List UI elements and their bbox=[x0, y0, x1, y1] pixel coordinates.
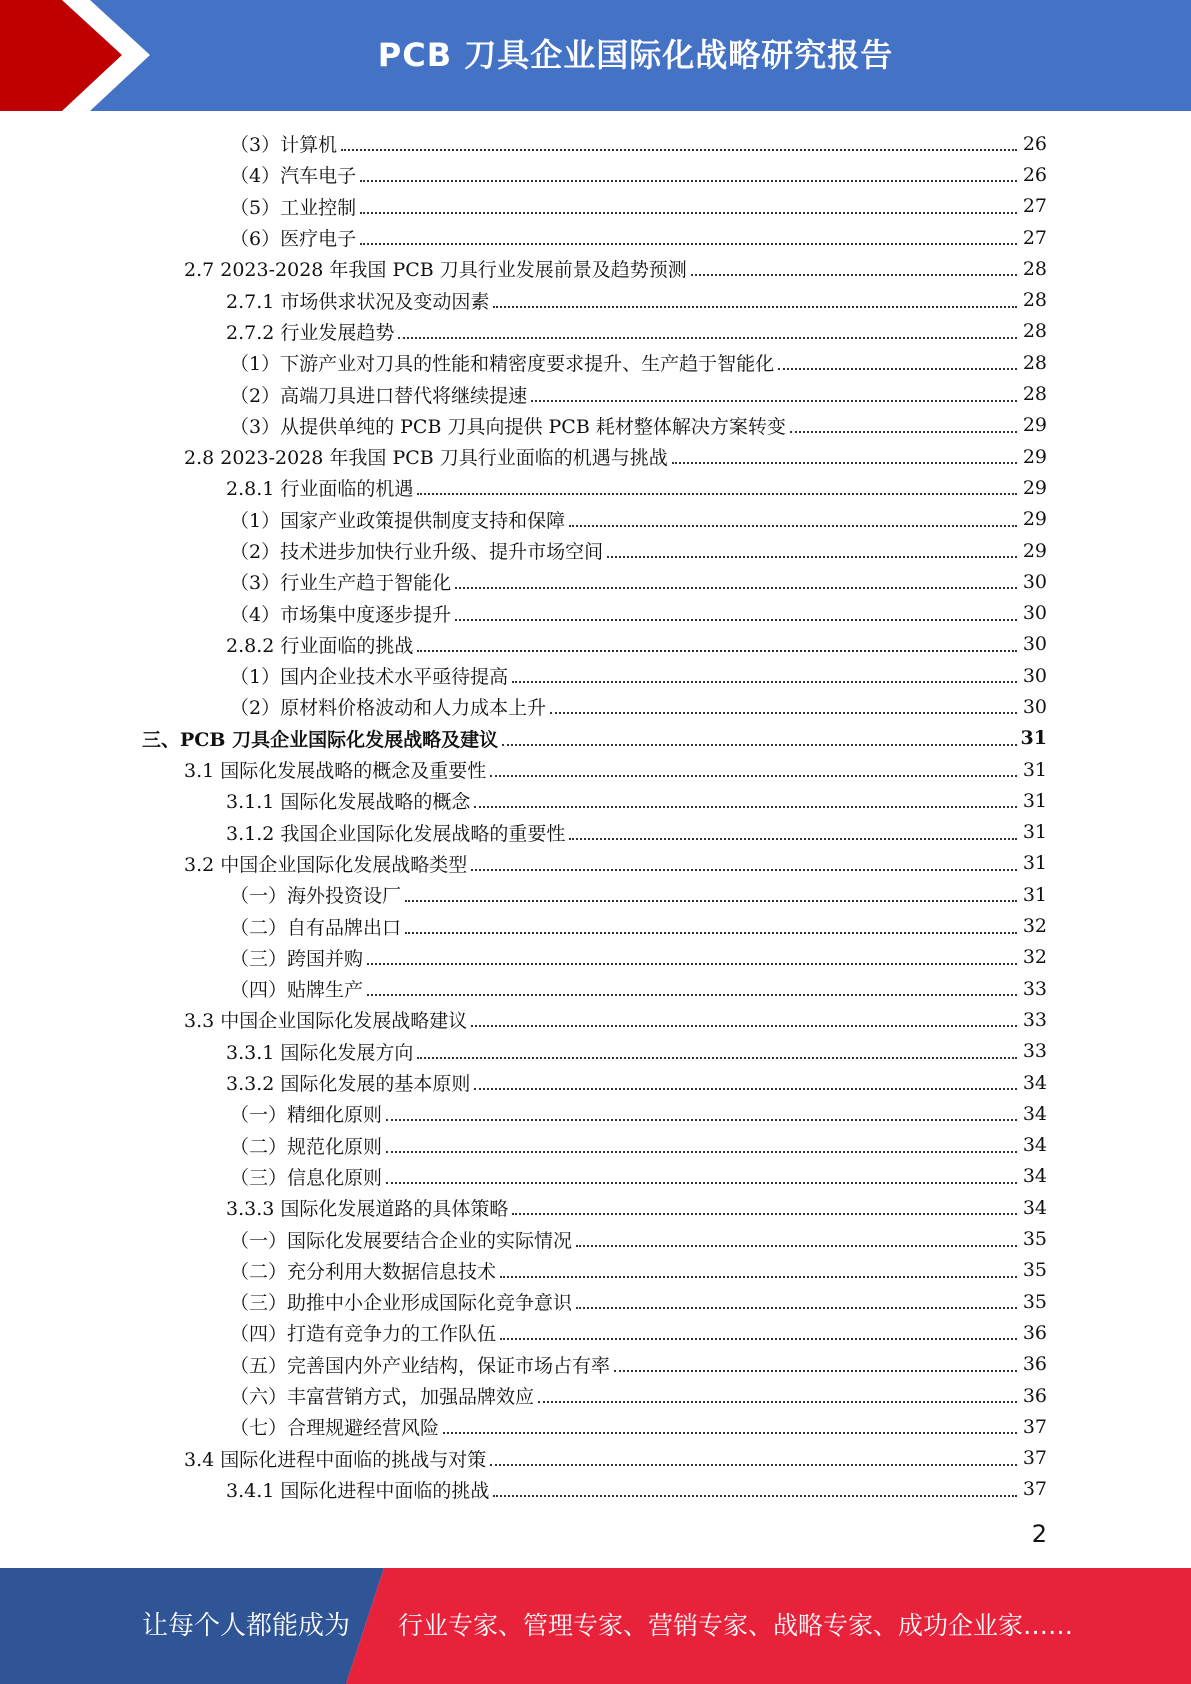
toc-entry-page: 26 bbox=[1022, 132, 1047, 155]
toc-entry[interactable] bbox=[0, 535, 1191, 566]
toc-entry-label: 3.3.1 国际化发展方向 bbox=[226, 1041, 414, 1064]
toc-leader-dots bbox=[531, 399, 1017, 402]
toc-entry-label: 3.1.1 国际化发展战略的概念 bbox=[226, 791, 471, 814]
toc-entry-page: 31 bbox=[1022, 883, 1047, 906]
report-title: PCB 刀具企业国际化战略研究报告 bbox=[377, 36, 894, 74]
toc-entry[interactable] bbox=[0, 253, 1191, 284]
toc-entry[interactable] bbox=[0, 754, 1191, 785]
toc-entry-label: （七）合理规避经营风险 bbox=[230, 1417, 440, 1440]
page-header bbox=[0, 0, 1191, 111]
toc-entry[interactable] bbox=[0, 1380, 1191, 1411]
toc-leader-dots bbox=[367, 993, 1017, 996]
toc-entry-label: （1）国家产业政策提供制度支持和保障 bbox=[230, 509, 566, 532]
toc-entry[interactable] bbox=[0, 1474, 1191, 1505]
toc-entry-label: 3.3.2 国际化发展的基本原则 bbox=[226, 1073, 471, 1096]
toc-entry-page: 33 bbox=[1022, 1008, 1047, 1031]
toc-leader-dots bbox=[576, 1306, 1017, 1309]
toc-entry-label: 2.7.1 市场供求状况及变动因素 bbox=[226, 290, 490, 313]
toc-entry[interactable] bbox=[0, 848, 1191, 879]
toc-entry[interactable] bbox=[0, 191, 1191, 222]
toc-leader-dots bbox=[493, 305, 1017, 308]
toc-entry[interactable] bbox=[0, 973, 1191, 1004]
toc-entry-page: 28 bbox=[1022, 383, 1047, 406]
toc-entry[interactable] bbox=[0, 378, 1191, 409]
toc-entry-label: 3.3.3 国际化发展道路的具体策略 bbox=[226, 1198, 509, 1221]
toc-entry[interactable] bbox=[0, 1349, 1191, 1380]
toc-entry-page: 37 bbox=[1022, 1447, 1047, 1470]
page-footer bbox=[0, 1568, 1191, 1684]
toc-entry[interactable] bbox=[0, 691, 1191, 722]
page-number: 2 bbox=[1031, 1520, 1047, 1548]
toc-entry-label: 2.8 2023-2028 年我国 PCB 刀具行业面临的机遇与挑战 bbox=[184, 447, 668, 470]
toc-entry[interactable] bbox=[0, 660, 1191, 691]
toc-entry-page: 36 bbox=[1022, 1321, 1047, 1344]
toc-entry-page: 30 bbox=[1022, 633, 1047, 656]
toc-leader-dots bbox=[443, 1431, 1017, 1434]
toc-entry-page: 31 bbox=[1022, 789, 1047, 812]
toc-entry-page: 29 bbox=[1022, 414, 1047, 437]
toc-entry[interactable] bbox=[0, 128, 1191, 159]
toc-entry-label: （3）从提供单纯的 PCB 刀具向提供 PCB 耗材整体解决方案转变 bbox=[230, 415, 786, 438]
toc-entry-label: （4）汽车电子 bbox=[230, 165, 357, 188]
toc-entry-label: （二）规范化原则 bbox=[230, 1135, 383, 1158]
toc-entry[interactable] bbox=[0, 347, 1191, 378]
toc-entry-page: 27 bbox=[1022, 195, 1047, 218]
toc-entry-page: 35 bbox=[1022, 1228, 1047, 1251]
toc-entry-page: 34 bbox=[1022, 1071, 1047, 1094]
toc-entry-label: 2.8.1 行业面临的机遇 bbox=[226, 478, 414, 501]
toc-entry-label: 3.1 国际化发展战略的概念及重要性 bbox=[184, 760, 487, 783]
toc-entry[interactable] bbox=[0, 785, 1191, 816]
toc-entry-label: （3）计算机 bbox=[230, 134, 338, 157]
toc-leader-dots bbox=[360, 179, 1017, 182]
toc-entry[interactable] bbox=[0, 1411, 1191, 1442]
toc-entry[interactable] bbox=[0, 942, 1191, 973]
toc-entry-page: 33 bbox=[1022, 977, 1047, 1000]
toc-entry[interactable] bbox=[0, 1067, 1191, 1098]
footer-slogan-right: 行业专家、管理专家、营销专家、战略专家、成功企业家…… bbox=[398, 1611, 1074, 1640]
toc-entry-label: （6）医疗电子 bbox=[230, 228, 357, 251]
toc-leader-dots bbox=[417, 649, 1017, 652]
toc-entry[interactable] bbox=[0, 1317, 1191, 1348]
toc-entry-label: （1）国内企业技术水平亟待提高 bbox=[230, 666, 509, 689]
toc-leader-dots bbox=[512, 1212, 1017, 1215]
toc-entry-page: 35 bbox=[1022, 1290, 1047, 1313]
toc-leader-dots bbox=[569, 837, 1017, 840]
toc-leader-dots bbox=[512, 680, 1017, 683]
toc-leader-dots bbox=[607, 555, 1017, 558]
toc-leader-dots bbox=[360, 242, 1017, 245]
toc-entry-label: （三）信息化原则 bbox=[230, 1166, 383, 1189]
toc-leader-dots bbox=[691, 273, 1017, 276]
toc-entry-page: 30 bbox=[1022, 570, 1047, 593]
toc-entry-label: （四）贴牌生产 bbox=[230, 979, 364, 1002]
toc-entry-label: 3.4.1 国际化进程中面临的挑战 bbox=[226, 1479, 490, 1502]
toc-entry-label: 3.1.2 我国企业国际化发展战略的重要性 bbox=[226, 822, 566, 845]
toc-entry-page: 34 bbox=[1022, 1134, 1047, 1157]
toc-leader-dots bbox=[386, 1150, 1017, 1153]
toc-leader-dots bbox=[417, 492, 1017, 495]
toc-entry-page: 28 bbox=[1022, 351, 1047, 374]
toc-leader-dots bbox=[672, 461, 1017, 464]
toc-entry-page: 34 bbox=[1022, 1102, 1047, 1125]
toc-entry-page: 31 bbox=[1022, 852, 1047, 875]
toc-leader-dots bbox=[538, 1400, 1017, 1403]
toc-entry-label: （2）高端刀具进口替代将继续提速 bbox=[230, 384, 528, 407]
toc-entry[interactable] bbox=[0, 472, 1191, 503]
toc-entry-page: 29 bbox=[1022, 445, 1047, 468]
toc-entry-page: 29 bbox=[1022, 476, 1047, 499]
toc-entry[interactable] bbox=[0, 597, 1191, 628]
toc-entry[interactable] bbox=[0, 441, 1191, 472]
toc-entry-page: 37 bbox=[1022, 1478, 1047, 1501]
toc-entry[interactable] bbox=[0, 1286, 1191, 1317]
toc-entry[interactable] bbox=[0, 879, 1191, 910]
toc-leader-dots bbox=[471, 868, 1017, 871]
toc-entry-page: 29 bbox=[1022, 508, 1047, 531]
toc-entry-label: （一）国际化发展要结合企业的实际情况 bbox=[230, 1229, 573, 1252]
toc-entry-label: （三）跨国并购 bbox=[230, 947, 364, 970]
toc-entry-label: 3.4 国际化进程中面临的挑战与对策 bbox=[184, 1448, 487, 1471]
toc-entry-page: 32 bbox=[1022, 946, 1047, 969]
toc-leader-dots bbox=[398, 336, 1017, 339]
toc-leader-dots bbox=[471, 1024, 1017, 1027]
toc-leader-dots bbox=[405, 899, 1017, 902]
toc-entry-label: （三）助推中小企业形成国际化竞争意识 bbox=[230, 1292, 573, 1315]
toc-entry-page: 35 bbox=[1022, 1259, 1047, 1282]
toc-leader-dots bbox=[569, 524, 1017, 527]
toc-entry-page: 28 bbox=[1022, 320, 1047, 343]
toc-entry-page: 30 bbox=[1022, 695, 1047, 718]
toc-entry[interactable] bbox=[0, 1130, 1191, 1161]
toc-entry-label: 2.7 2023-2028 年我国 PCB 刀具行业发展前景及趋势预测 bbox=[184, 259, 687, 282]
toc-entry-page: 31 bbox=[1022, 758, 1047, 781]
toc-entry[interactable] bbox=[0, 1161, 1191, 1192]
toc-leader-dots bbox=[502, 743, 1017, 746]
toc-entry-label: （2）原材料价格波动和人力成本上升 bbox=[230, 697, 547, 720]
toc-entry[interactable] bbox=[0, 910, 1191, 941]
toc-entry[interactable] bbox=[0, 410, 1191, 441]
toc-entry[interactable] bbox=[0, 159, 1191, 190]
toc-entry-label: （3）行业生产趋于智能化 bbox=[230, 572, 452, 595]
toc-entry-page: 34 bbox=[1022, 1165, 1047, 1188]
toc-entry-label: （六）丰富营销方式，加强品牌效应 bbox=[230, 1386, 535, 1409]
toc-leader-dots bbox=[614, 1369, 1017, 1372]
toc-leader-dots bbox=[455, 586, 1017, 589]
toc-entry[interactable] bbox=[0, 1192, 1191, 1223]
toc-entry-page: 32 bbox=[1022, 915, 1047, 938]
toc-entry-page: 30 bbox=[1022, 664, 1047, 687]
toc-entry-label: （4）市场集中度逐步提升 bbox=[230, 603, 452, 626]
toc-leader-dots bbox=[386, 1118, 1017, 1121]
toc-entry-label: 2.7.2 行业发展趋势 bbox=[226, 321, 395, 344]
toc-entry-label: （一）精细化原则 bbox=[230, 1104, 383, 1127]
toc-entry[interactable] bbox=[0, 1004, 1191, 1035]
toc-entry-label: （二）自有品牌出口 bbox=[230, 916, 402, 939]
toc-leader-dots bbox=[367, 962, 1017, 965]
toc-entry-label: （二）充分利用大数据信息技术 bbox=[230, 1260, 497, 1283]
toc-entry[interactable] bbox=[0, 222, 1191, 253]
toc-entry-label: 三、PCB 刀具企业国际化发展战略及建议 bbox=[142, 728, 499, 751]
toc-entry-page: 34 bbox=[1022, 1196, 1047, 1219]
toc-entry[interactable] bbox=[0, 1255, 1191, 1286]
toc-entry-label: （5）工业控制 bbox=[230, 196, 357, 219]
toc-leader-dots bbox=[341, 148, 1017, 151]
toc-entry-page: 31 bbox=[1022, 821, 1047, 844]
toc-entry-page: 33 bbox=[1022, 1040, 1047, 1063]
toc-entry-label: （1）下游产业对刀具的性能和精密度要求提升、生产趋于智能化 bbox=[230, 353, 775, 376]
toc-leader-dots bbox=[576, 1244, 1017, 1247]
toc-entry[interactable] bbox=[0, 1442, 1191, 1473]
toc-entry[interactable] bbox=[0, 504, 1191, 535]
toc-leader-dots bbox=[474, 805, 1017, 808]
toc-leader-dots bbox=[550, 711, 1017, 714]
toc-entry[interactable] bbox=[0, 284, 1191, 315]
toc-entry-page: 26 bbox=[1022, 163, 1047, 186]
toc-leader-dots bbox=[778, 367, 1017, 370]
toc-entry-label: （2）技术进步加快行业升级、提升市场空间 bbox=[230, 541, 604, 563]
toc-entry-label: （五）完善国内外产业结构，保证市场占有率 bbox=[230, 1354, 611, 1377]
toc-entry[interactable] bbox=[0, 1036, 1191, 1067]
toc-entry-page: 27 bbox=[1022, 226, 1047, 249]
toc-leader-dots bbox=[455, 618, 1017, 621]
toc-entry-page: 28 bbox=[1022, 257, 1047, 280]
toc-leader-dots bbox=[405, 931, 1017, 934]
toc-entry[interactable] bbox=[0, 629, 1191, 660]
toc-leader-dots bbox=[500, 1337, 1017, 1340]
toc-entry-label: （一）海外投资设厂 bbox=[230, 885, 402, 908]
toc-entry-page: 30 bbox=[1022, 602, 1047, 625]
toc-entry-label: 3.3 中国企业国际化发展战略建议 bbox=[184, 1010, 468, 1033]
toc-entry-page: 28 bbox=[1022, 289, 1047, 312]
toc-entry-page: 37 bbox=[1022, 1415, 1047, 1438]
toc-entry-page: 29 bbox=[1022, 539, 1047, 562]
toc-leader-dots bbox=[493, 1494, 1017, 1497]
toc-entry[interactable] bbox=[0, 1223, 1191, 1254]
toc-leader-dots bbox=[386, 1181, 1017, 1184]
toc-leader-dots bbox=[417, 1056, 1017, 1059]
toc-entry-page: 31 bbox=[1020, 727, 1047, 750]
toc-entry[interactable] bbox=[0, 316, 1191, 347]
toc-leader-dots bbox=[490, 1463, 1017, 1466]
toc-entry[interactable] bbox=[0, 723, 1191, 754]
toc-leader-dots bbox=[500, 1275, 1017, 1278]
toc-leader-dots bbox=[790, 430, 1017, 433]
toc-entry-page: 36 bbox=[1022, 1384, 1047, 1407]
toc-entry-label: 2.8.2 行业面临的挑战 bbox=[226, 634, 414, 657]
toc-entry-page: 36 bbox=[1022, 1353, 1047, 1376]
toc-entry[interactable] bbox=[0, 566, 1191, 597]
table-of-contents bbox=[0, 128, 1191, 1505]
footer-slogan-left: 让每个人都能成为 bbox=[142, 1611, 351, 1641]
toc-entry[interactable] bbox=[0, 817, 1191, 848]
toc-entry-label: （四）打造有竞争力的工作队伍 bbox=[230, 1323, 497, 1346]
toc-leader-dots bbox=[490, 774, 1017, 777]
toc-leader-dots bbox=[474, 1087, 1017, 1090]
toc-entry[interactable] bbox=[0, 1098, 1191, 1129]
toc-leader-dots bbox=[360, 211, 1017, 214]
toc-entry-label: 3.2 中国企业国际化发展战略类型 bbox=[184, 853, 468, 876]
